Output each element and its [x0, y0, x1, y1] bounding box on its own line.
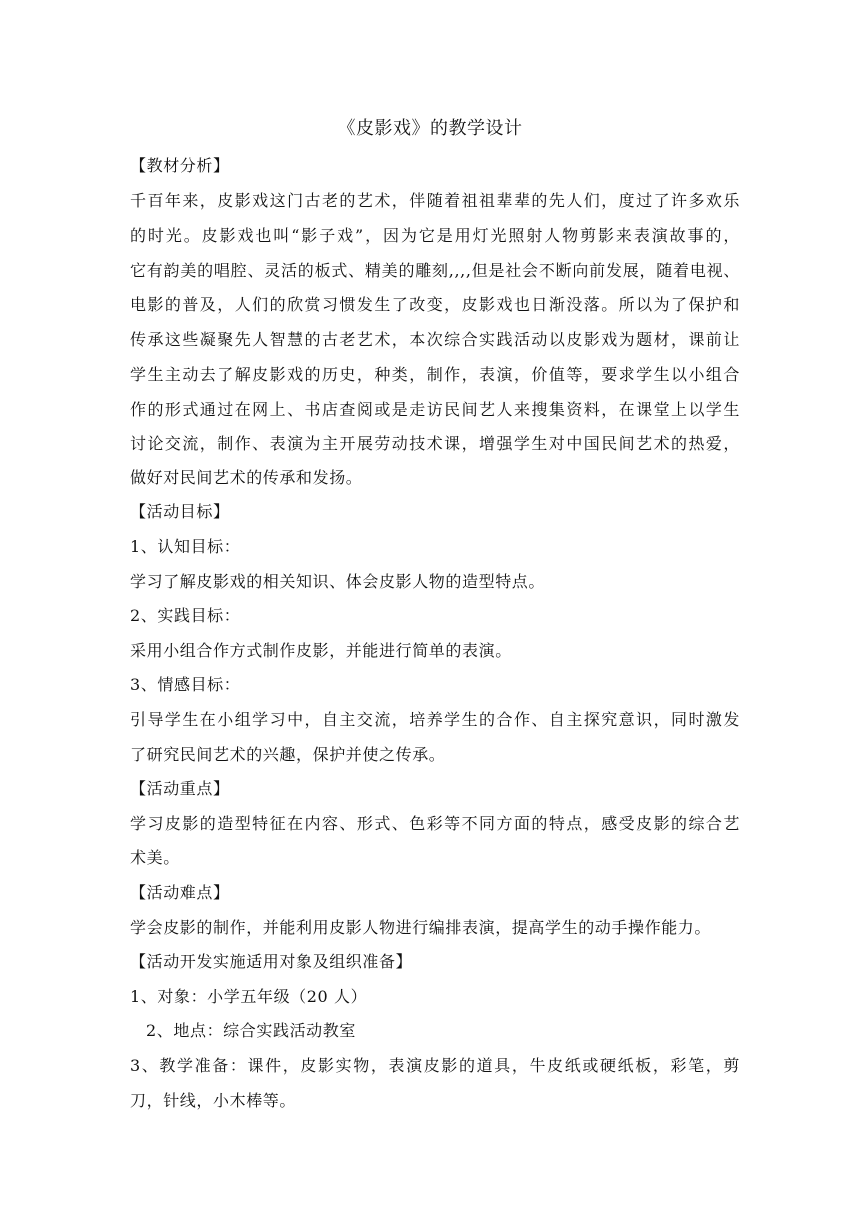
- list-item-location: 2、地点：综合实践活动教室: [146, 1021, 356, 1040]
- list-item-emotion-goal: 3、情感目标：: [130, 675, 241, 694]
- paragraph-line: 刀，针线，小木棒等。: [130, 1091, 297, 1110]
- paragraph-line: 做好对民间艺术的传承和发扬。: [130, 468, 363, 487]
- paragraph-line: 电影的普及，人们的欣赏习惯发生了改变，皮影戏也日渐没落。所以为了保护和: [130, 295, 740, 314]
- paragraph-line: 作的形式通过在网上、书店查阅或是走访民间艺人来搜集资料，在课堂上以学生: [130, 400, 740, 419]
- list-item-teaching-prep: 3、教学准备：课件，皮影实物，表演皮影的道具，牛皮纸或硬纸板，彩笔，剪: [130, 1056, 740, 1075]
- paragraph-line: 它有韵美的唱腔、灵活的板式、精美的雕刻,,,,但是社会不断向前发展，随着电视、: [130, 261, 740, 280]
- paragraph-line: 学生主动去了解皮影戏的历史，种类，制作，表演，价值等，要求学生以小组合: [130, 365, 740, 384]
- paragraph-line: 学习了解皮影戏的相关知识、体会皮影人物的造型特点。: [130, 572, 546, 591]
- paragraph-line: 千百年来，皮影戏这门古老的艺术，伴随着祖祖辈辈的先人们，度过了许多欢乐: [130, 191, 740, 210]
- paragraph-line: 术美。: [130, 848, 180, 867]
- section-heading-textbook-analysis: 【教材分析】: [130, 156, 230, 175]
- section-heading-difficulties: 【活动难点】: [130, 883, 230, 902]
- list-item-practice-goal: 2、实践目标：: [130, 606, 241, 625]
- paragraph-line: 学习皮影的造型特征在内容、形式、色彩等不同方面的特点，感受皮影的综合艺: [130, 814, 740, 833]
- paragraph-line: 了研究民间艺术的兴趣，保护并使之传承。: [130, 745, 446, 764]
- paragraph-line: 采用小组合作方式制作皮影，并能进行简单的表演。: [130, 641, 512, 660]
- paragraph-line: 传承这些凝聚先人智慧的古老艺术，本次综合实践活动以皮影戏为题材，课前让: [130, 330, 740, 349]
- paragraph-line: 学会皮影的制作，并能利用皮影人物进行编排表演，提高学生的动手操作能力。: [130, 918, 712, 937]
- paragraph-line: 的时光。皮影戏也叫“影子戏”，因为它是用灯光照射人物剪影来表演故事的，: [130, 226, 740, 245]
- list-item-cognitive-goal: 1、认知目标：: [130, 537, 241, 556]
- section-heading-key-points: 【活动重点】: [130, 779, 230, 798]
- list-item-target: 1、对象：小学五年级（20 人）: [130, 987, 368, 1006]
- section-heading-activity-goals: 【活动目标】: [130, 502, 230, 521]
- document-title: 《皮影戏》的教学设计: [337, 118, 523, 139]
- paragraph-line: 引导学生在小组学习中，自主交流，培养学生的合作、自主探究意识，同时激发: [130, 710, 740, 729]
- section-heading-target-and-preparation: 【活动开发实施适用对象及组织准备】: [130, 952, 413, 971]
- paragraph-line: 讨论交流，制作、表演为主开展劳动技术课，增强学生对中国民间艺术的热爱，: [130, 434, 740, 453]
